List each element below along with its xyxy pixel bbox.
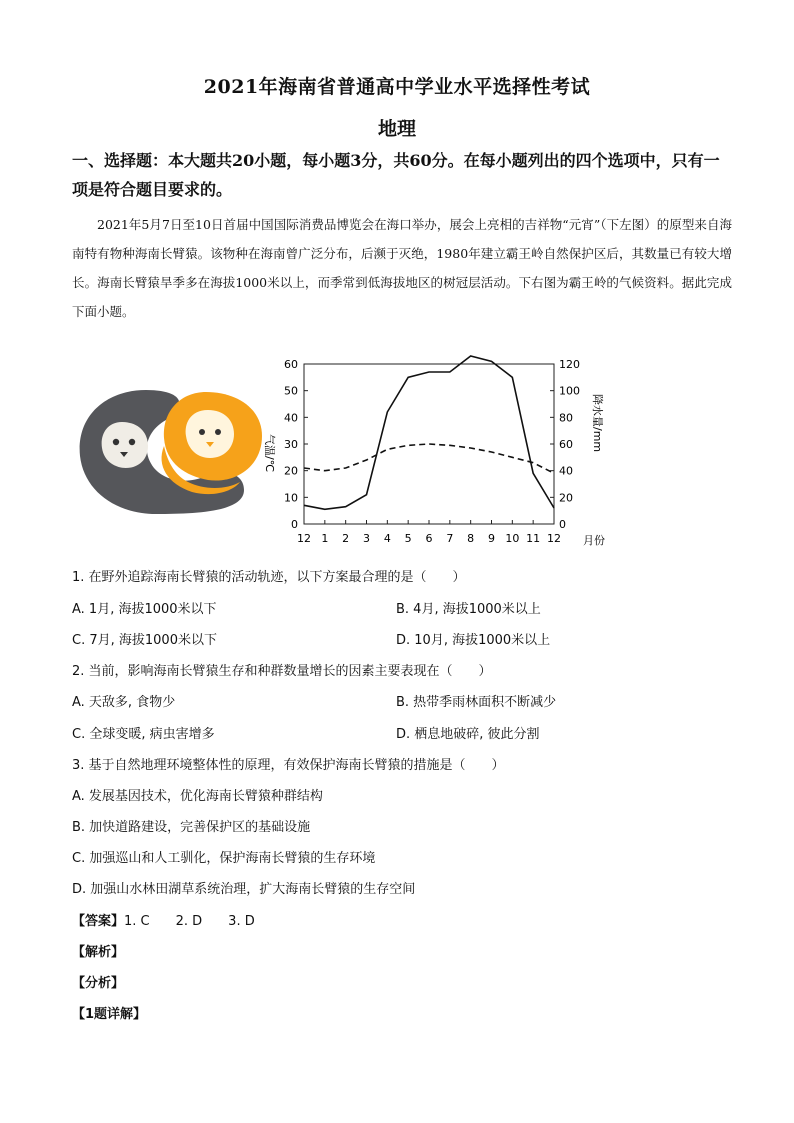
- subject-title: 地理: [377, 118, 416, 140]
- question-1-option-b: B. 4月, 海拔1000米以上: [396, 602, 541, 617]
- answer-label: 【答案】: [72, 914, 125, 929]
- mascot-yuanxiao-image: [76, 386, 266, 516]
- question-1-option-a: A. 1月, 海拔1000米以下: [72, 602, 217, 617]
- question-3-option-a: A. 发展基因技术，优化海南长臂猿种群结构: [72, 789, 323, 804]
- y-tick-label-left: 60: [284, 358, 298, 371]
- section-heading: 一、选择题：本大题共20小题，每小题3分，共60分。在每小题列出的四个选项中，只有一项是符合题目要求的。: [72, 151, 720, 199]
- question-3-option-c: C. 加强巡山和人工驯化，保护海南长臂猿的生存环境: [72, 851, 376, 866]
- question-2-option-d: D. 栖息地破碎, 彼此分割: [396, 727, 540, 742]
- y-tick-label-right: 0: [559, 518, 566, 531]
- climate-chart: [263, 352, 612, 552]
- y-tick-label-right: 80: [559, 411, 573, 425]
- x-tick-label: 10: [505, 532, 520, 545]
- question-1-option-d: D. 10月, 海拔1000米以上: [396, 633, 551, 648]
- question-3-stem: 3. 基于自然地理环境整体性的原理，有效保护海南长臂猿的措施是（ ）: [72, 758, 505, 773]
- x-tick-label: 5: [404, 532, 412, 545]
- x-tick-label: 12: [547, 532, 561, 545]
- question-3-option-d: D. 加强山水林田湖草系统治理，扩大海南长臂猿的生存空间: [72, 882, 416, 897]
- question-2-stem: 2. 当前，影响海南长臂猿生存和种群数量增长的因素主要表现在（ ）: [72, 664, 492, 679]
- question-1-stem: 1. 在野外追踪海南长臂猿的活动轨迹，以下方案最合理的是（ ）: [72, 570, 466, 585]
- x-tick-label: 7: [446, 532, 454, 545]
- question-2-option-c: C. 全球变暖, 病虫害增多: [72, 727, 215, 742]
- y-tick-label-left: 40: [284, 411, 298, 425]
- question-3-option-b: B. 加快道路建设，完善保护区的基础设施: [72, 820, 311, 835]
- question-2-option-b: B. 热带季雨林面积不断减少: [396, 695, 557, 710]
- answer-text: 1. C 2. D 3. D: [124, 914, 255, 929]
- y-tick-label-right: 20: [559, 491, 573, 505]
- temperature-line: [304, 444, 554, 473]
- x-tick-label: 8: [467, 532, 475, 545]
- x-tick-label: 3: [363, 532, 370, 545]
- exam-title: 2021年海南省普通高中学业水平选择性考试: [203, 76, 591, 98]
- x-tick-label: 12: [297, 532, 311, 545]
- answer-line: [72, 910, 255, 929]
- y-axis-label-left: 气温/℃: [263, 434, 276, 473]
- y-tick-label-left: 20: [284, 464, 298, 478]
- y-tick-label-right: 100: [559, 384, 580, 398]
- x-tick-label: 4: [383, 532, 391, 545]
- y-tick-label-left: 10: [284, 491, 298, 505]
- fenxi-label: 【分析】: [72, 976, 125, 991]
- x-tick-label: 1: [321, 532, 329, 545]
- x-axis-unit: 月份: [583, 534, 605, 547]
- y-tick-label-right: 60: [559, 438, 573, 451]
- y-tick-label-left: 30: [284, 438, 298, 451]
- y-tick-label-right: 120: [559, 358, 580, 371]
- analysis-label: 【解析】: [72, 945, 125, 960]
- plot-frame: [304, 364, 554, 524]
- question-1-option-c: C. 7月, 海拔1000米以下: [72, 633, 217, 648]
- reading-passage: 2021年5月7日至10日首届中国国际消费品博览会在海口举办，展会上亮相的吉祥物“元宵”（下左图）的原型来自海南特有物种海南长臂猿。该物种在海南曾广泛分布，后濒于灭绝，1980年建立霸王岭自然保护区后，其数量已有较大增长。海南长臂猿旱季多在海拔1000米以上，而季常到低海拔地区的树冠层活动。下右图为霸王岭的气候资料。据此完成下面小题。: [72, 217, 732, 319]
- x-tick-label: 6: [425, 532, 433, 545]
- detail-label: 【1题详解】: [72, 1007, 147, 1022]
- y-tick-label-left: 0: [291, 518, 298, 531]
- x-tick-label: 2: [342, 532, 350, 545]
- question-2-option-a: A. 天敌多, 食物少: [72, 695, 176, 710]
- y-axis-label-right: 降水量/mm: [591, 394, 604, 453]
- precipitation-line: [304, 356, 554, 509]
- x-tick-label: 9: [488, 532, 495, 545]
- y-tick-label-right: 40: [559, 464, 573, 478]
- y-tick-label-left: 50: [284, 384, 298, 398]
- x-tick-label: 11: [526, 532, 541, 545]
